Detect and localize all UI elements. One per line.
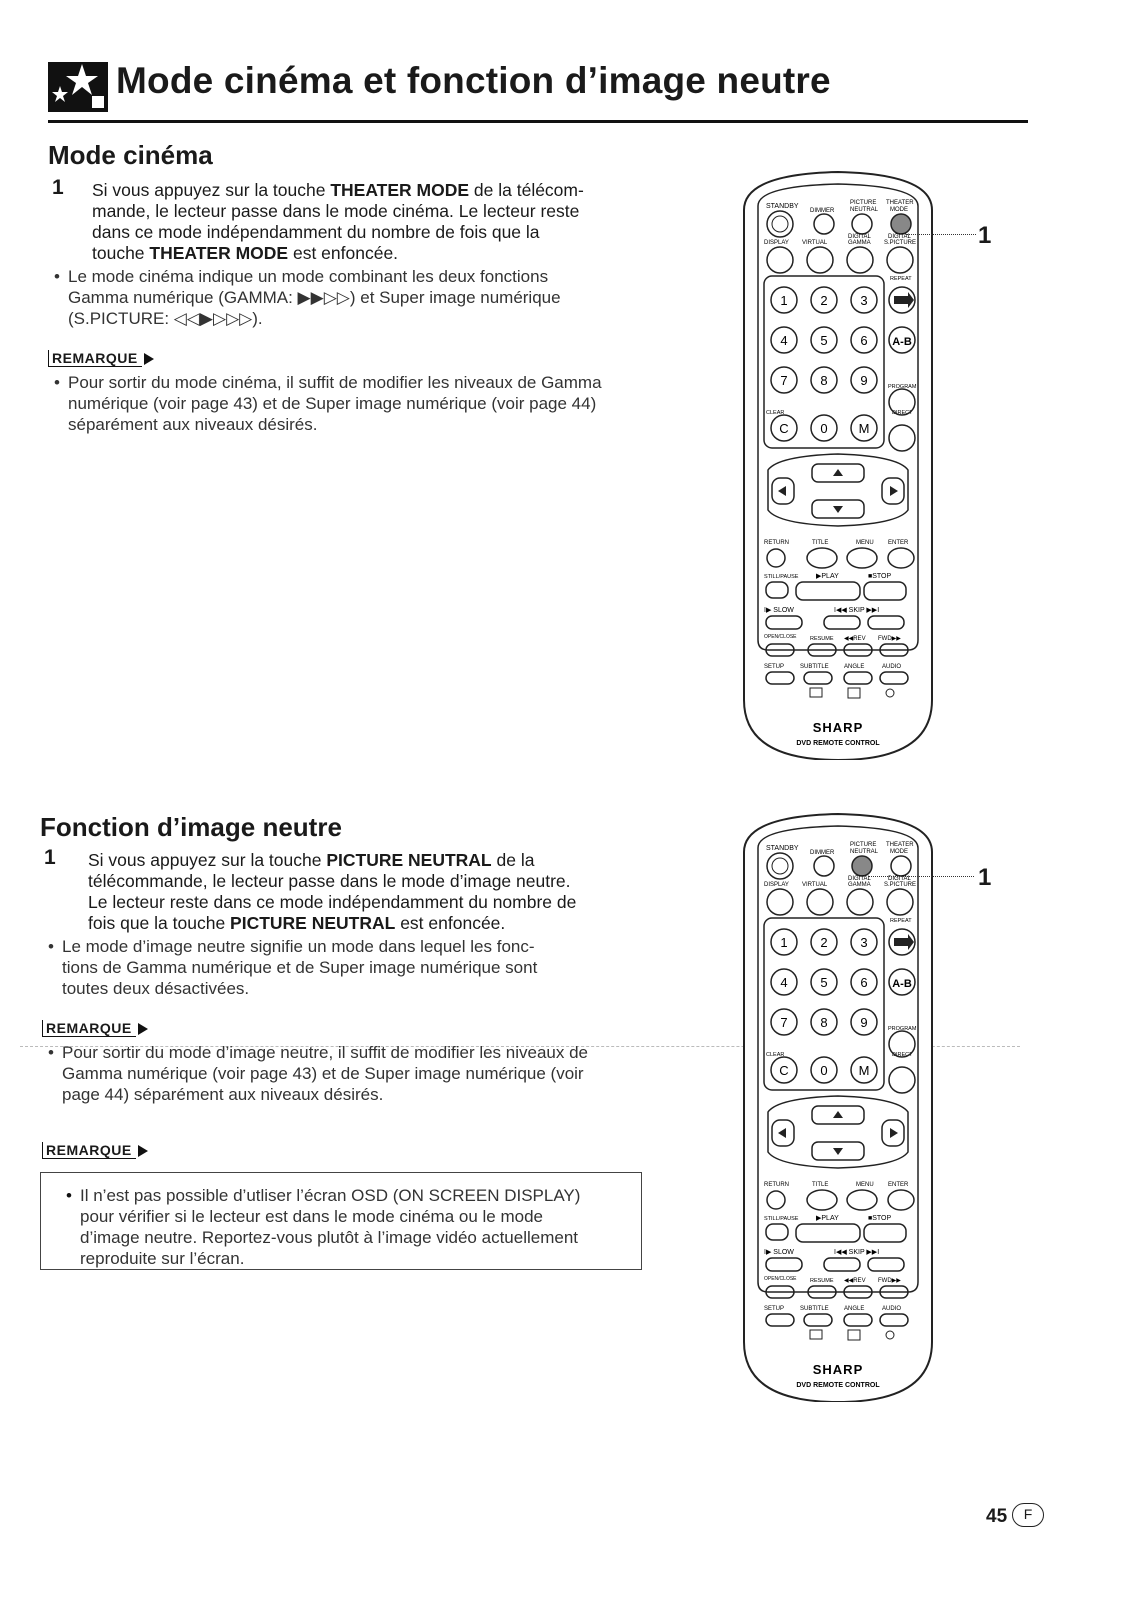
svg-text:THEATER: THEATER — [886, 842, 914, 848]
svg-text:MODE: MODE — [890, 207, 908, 213]
svg-text:▶PLAY: ▶PLAY — [816, 1215, 839, 1222]
svg-text:2: 2 — [820, 935, 828, 950]
step-number: 1 — [52, 176, 64, 199]
brand-logo: SHARP — [812, 1362, 864, 1377]
section-heading-image-neutre: Fonction d’image neutre — [40, 812, 342, 842]
svg-text:REPEAT: REPEAT — [890, 276, 912, 282]
callout-line — [868, 876, 974, 877]
bullet-item: • Le mode d’image neutre signifie un mode dans lequel les fonc- tions de Gamma numérique et de Super image numérique sont toutes deux désactivées. — [48, 937, 538, 998]
svg-text:CLEAR: CLEAR — [766, 1052, 785, 1058]
svg-text:9: 9 — [860, 373, 868, 388]
svg-text:I◀◀ SKIP ▶▶I: I◀◀ SKIP ▶▶I — [834, 1249, 880, 1256]
svg-text:8: 8 — [820, 373, 828, 388]
svg-text:■STOP: ■STOP — [868, 1215, 892, 1222]
svg-text:DIRECT: DIRECT — [892, 1052, 913, 1058]
note-item: • Il n’est pas possible d’utliser l’écran OSD (ON SCREEN DISPLAY) pour vérifier si le lecteur est dans le mode cinéma ou le mode d’image neutre. Reportez-vous plutôt à l’image vidéo actuellement reproduite sur l’écran. — [66, 1186, 581, 1268]
step-number: 1 — [44, 846, 56, 869]
svg-text:2: 2 — [820, 293, 828, 308]
svg-text:C: C — [779, 421, 789, 436]
svg-text:OPEN/CLOSE: OPEN/CLOSE — [764, 1276, 797, 1282]
svg-text:S.PICTURE: S.PICTURE — [884, 240, 917, 246]
svg-text:ANGLE: ANGLE — [844, 1306, 865, 1312]
svg-text:I◀◀ SKIP ▶▶I: I◀◀ SKIP ▶▶I — [834, 607, 880, 614]
svg-text:PICTURE: PICTURE — [850, 200, 877, 206]
svg-text:6: 6 — [860, 975, 868, 990]
theater-mode-button[interactable] — [891, 214, 911, 234]
dimmer-label: DIMMER — [810, 208, 835, 214]
svg-text:DIGITAL: DIGITAL — [888, 234, 911, 240]
svg-text:M: M — [858, 421, 870, 436]
remote-subtitle: DVD REMOTE CONTROL — [796, 1382, 880, 1389]
svg-text:A-B: A-B — [892, 978, 912, 990]
svg-text:TITLE: TITLE — [812, 540, 829, 546]
svg-text:ENTER: ENTER — [888, 1182, 909, 1188]
svg-text:I▶ SLOW: I▶ SLOW — [764, 607, 794, 614]
step-text: Si vous appuyez sur la touche PICTURE NEUTRAL de la télécommande, le lecteur passe dans le mode d’image neutre. Le lecteur reste dans ce mode indépendamment du nombre de fois que la touche PICTURE NEUTRAL est enfoncée. — [88, 850, 577, 933]
svg-text:GAMMA: GAMMA — [848, 240, 871, 246]
svg-text:9: 9 — [860, 1015, 868, 1030]
svg-text:ENTER: ENTER — [888, 540, 909, 546]
svg-text:REPEAT: REPEAT — [890, 918, 912, 924]
svg-text:AUDIO: AUDIO — [882, 1306, 902, 1312]
svg-text:GAMMA: GAMMA — [848, 882, 871, 888]
picture-neutral-button[interactable] — [852, 214, 872, 234]
svg-text:SUBTITLE: SUBTITLE — [800, 1306, 829, 1312]
standby-label: STANDBY — [766, 845, 799, 852]
svg-text:4: 4 — [780, 975, 788, 990]
svg-text:I▶ SLOW: I▶ SLOW — [764, 1249, 794, 1256]
svg-text:SETUP: SETUP — [764, 1306, 785, 1312]
svg-text:7: 7 — [780, 373, 788, 388]
note-item: • Pour sortir du mode d’image neutre, il suffit de modifier les niveaux de Gamma numérique (voir page 43) et de Super image numérique (voir page 44) séparément aux niveaux désirés. — [48, 1043, 589, 1104]
picture-neutral-button[interactable] — [852, 856, 872, 876]
svg-text:RESUME: RESUME — [810, 1278, 834, 1284]
svg-text:MENU: MENU — [856, 1182, 874, 1188]
svg-text:MODE: MODE — [890, 849, 908, 855]
theater-mode-button[interactable] — [891, 856, 911, 876]
callout-number: 1 — [978, 222, 992, 249]
svg-text:TITLE: TITLE — [812, 1182, 829, 1188]
svg-text:STILL/PAUSE: STILL/PAUSE — [764, 1216, 799, 1222]
svg-text:SETUP: SETUP — [764, 664, 785, 670]
svg-text:DIGITAL: DIGITAL — [888, 876, 911, 882]
svg-text:CLEAR: CLEAR — [766, 410, 785, 416]
svg-text:3: 3 — [860, 293, 868, 308]
note-item: • Pour sortir du mode cinéma, il suffit de modifier les niveaux de Gamma numérique (voir page 43) et de Super image numérique (voir page 44) séparément aux niveaux désirés. — [54, 373, 602, 434]
svg-text:◀◀REV: ◀◀REV — [844, 636, 866, 642]
svg-text:PROGRAM: PROGRAM — [888, 1026, 917, 1032]
svg-text:DISPLAY: DISPLAY — [764, 240, 789, 246]
remarque-label: REMARQUE — [42, 1142, 148, 1158]
svg-text:3: 3 — [860, 935, 868, 950]
standby-label: STANDBY — [766, 203, 799, 210]
svg-text:DIRECT: DIRECT — [892, 410, 913, 416]
svg-text:NEUTRAL: NEUTRAL — [850, 207, 879, 213]
theater-icon — [48, 56, 110, 112]
dimmer-label: DIMMER — [810, 850, 835, 856]
svg-text:AUDIO: AUDIO — [882, 664, 902, 670]
svg-text:6: 6 — [860, 333, 868, 348]
svg-text:0: 0 — [820, 1063, 828, 1078]
svg-text:PICTURE: PICTURE — [850, 842, 877, 848]
step-text: Si vous appuyez sur la touche THEATER MODE de la télécom- mande, le lecteur passe dans le mode cinéma. Le lecteur reste dans ce mode indépendamment du nombre de fois que la touche THEATER MODE est enfoncée. — [92, 180, 584, 263]
svg-text:7: 7 — [780, 1015, 788, 1030]
svg-text:C: C — [779, 1063, 789, 1078]
svg-text:▶PLAY: ▶PLAY — [816, 573, 839, 580]
remote-illustration-theater — [738, 170, 938, 765]
svg-text:◀◀REV: ◀◀REV — [844, 1278, 866, 1284]
brand-logo: SHARP — [812, 720, 864, 735]
svg-text:MENU: MENU — [856, 540, 874, 546]
remote-illustration-neutral — [738, 812, 938, 1407]
svg-text:S.PICTURE: S.PICTURE — [884, 882, 917, 888]
svg-text:1: 1 — [780, 935, 788, 950]
svg-text:8: 8 — [820, 1015, 828, 1030]
page-number: 45 — [986, 1506, 1008, 1527]
page-title-bar — [48, 52, 1028, 123]
callout-line — [906, 234, 976, 235]
remarque-label: REMARQUE — [42, 1020, 148, 1036]
svg-text:THEATER: THEATER — [886, 200, 914, 206]
svg-text:RETURN: RETURN — [764, 540, 789, 546]
section-heading-mode-cinema: Mode cinéma — [48, 140, 213, 170]
svg-text:VIRTUAL: VIRTUAL — [802, 882, 828, 888]
svg-text:VIRTUAL: VIRTUAL — [802, 240, 828, 246]
svg-text:STILL/PAUSE: STILL/PAUSE — [764, 574, 799, 580]
note-box — [40, 1172, 642, 1270]
svg-text:FWD▶▶: FWD▶▶ — [878, 1278, 901, 1284]
svg-text:A-B: A-B — [892, 336, 912, 348]
svg-text:DIGITAL: DIGITAL — [848, 876, 871, 882]
svg-text:■STOP: ■STOP — [868, 573, 892, 580]
svg-text:ANGLE: ANGLE — [844, 664, 865, 670]
callout-number: 1 — [978, 864, 992, 891]
svg-text:OPEN/CLOSE: OPEN/CLOSE — [764, 634, 797, 640]
svg-text:M: M — [858, 1063, 870, 1078]
svg-text:DISPLAY: DISPLAY — [764, 882, 789, 888]
remote-subtitle: DVD REMOTE CONTROL — [796, 740, 880, 747]
svg-text:NEUTRAL: NEUTRAL — [850, 849, 879, 855]
language-badge: F — [1012, 1503, 1044, 1527]
svg-text:PROGRAM: PROGRAM — [888, 384, 917, 390]
svg-text:5: 5 — [820, 333, 828, 348]
page-title: Mode cinéma et fonction d’image neutre — [116, 60, 831, 101]
remarque-label: REMARQUE — [48, 350, 154, 366]
svg-text:SUBTITLE: SUBTITLE — [800, 664, 829, 670]
svg-text:RESUME: RESUME — [810, 636, 834, 642]
svg-text:RETURN: RETURN — [764, 1182, 789, 1188]
svg-text:DIGITAL: DIGITAL — [848, 234, 871, 240]
svg-text:0: 0 — [820, 421, 828, 436]
svg-text:4: 4 — [780, 333, 788, 348]
bullet-item: • Le mode cinéma indique un mode combinant les deux fonctions Gamma numérique (GAMMA: ▶▶▷▷) et Super image numérique (S.PICTURE: ◁◁▶▷▷▷). — [54, 267, 561, 328]
svg-text:5: 5 — [820, 975, 828, 990]
svg-text:FWD▶▶: FWD▶▶ — [878, 636, 901, 642]
svg-text:1: 1 — [780, 293, 788, 308]
